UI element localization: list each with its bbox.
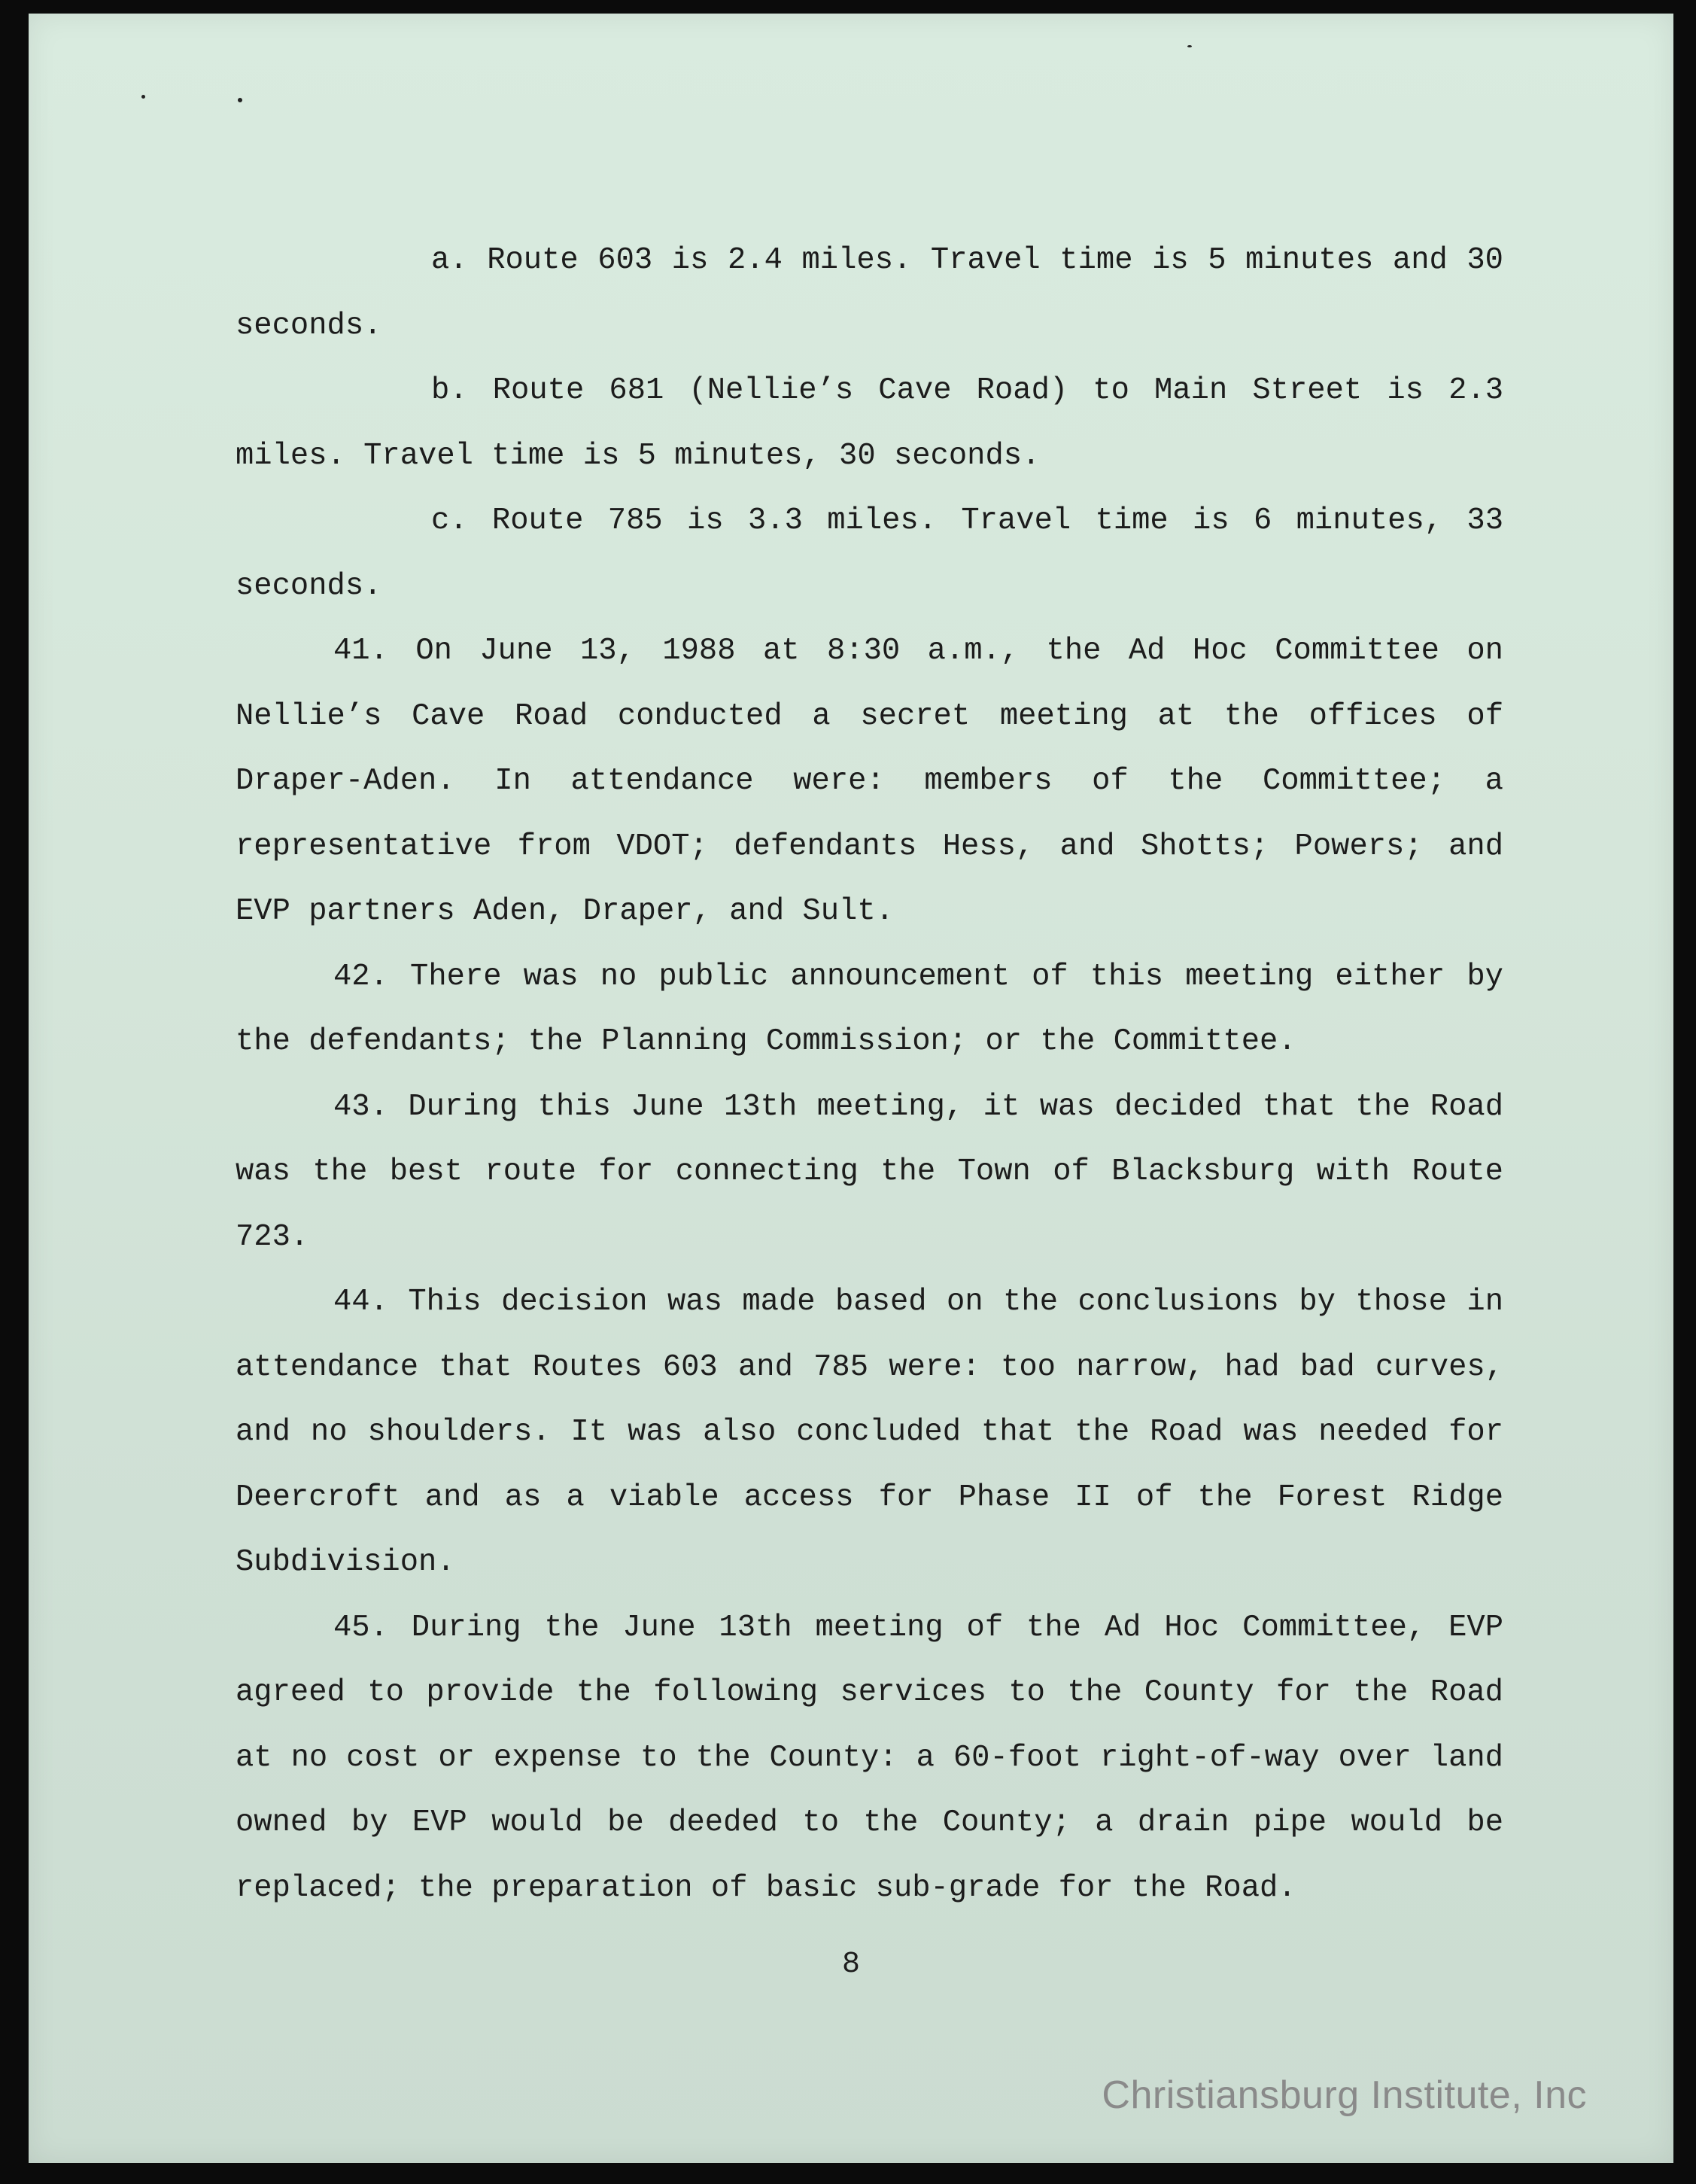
sub-item-c: c. Route 785 is 3.3 miles. Travel time is 6 minutes, 33 seconds.: [236, 503, 1503, 604]
paragraph-43: 43. During this June 13th meeting, it was decided that the Road was the best route for connecting the Town of Blacksburg with Route 723.: [236, 1089, 1503, 1255]
paragraph-41: 41. On June 13, 1988 at 8:30 a.m., the Ad Hoc Committee on Nellie’s Cave Road conducted a secret meeting at the offices of Draper-Aden. In attendance were: members of the Committee; a representative from VDOT; defendants Hess, and Shotts; Powers; and EVP partners Aden, Draper, and Sult.: [236, 634, 1503, 929]
paper-speck: [1187, 45, 1192, 47]
paragraph-45: 45. During the June 13th meeting of the Ad Hoc Committee, EVP agreed to provide the following services to the County for the Road at no cost or expense to the County: a 60-foot right-of-way over land owned by EVP would be deeded to the County; a drain pipe would be replaced; the preparation of basic sub-grade for the Road.: [236, 1610, 1503, 1906]
document-page: [29, 14, 1673, 2163]
sub-item-a: a. Route 603 is 2.4 miles. Travel time is 5 minutes and 30 seconds.: [236, 243, 1503, 343]
paper-speck: [238, 98, 242, 102]
paragraph-42: 42. There was no public announcement of this meeting either by the defendants; the Planning Commission; or the Committee.: [236, 959, 1503, 1059]
sub-item-b: b. Route 681 (Nellie’s Cave Road) to Main Street is 2.3 miles. Travel time is 5 minutes, 30 seconds.: [236, 373, 1503, 473]
paragraph-44: 44. This decision was made based on the conclusions by those in attendance that Routes 603 and 785 were: too narrow, had bad curves, and no shoulders. It was also concluded that the Road was needed for Deercroft and as a viable access for Phase II of the Forest Ridge Subdivision.: [236, 1285, 1503, 1580]
paper-speck: [141, 95, 145, 99]
page-number: 8: [841, 1948, 860, 1982]
watermark: Christiansburg Institute, Inc: [1102, 2073, 1587, 2117]
body-text: [236, 228, 1503, 1921]
